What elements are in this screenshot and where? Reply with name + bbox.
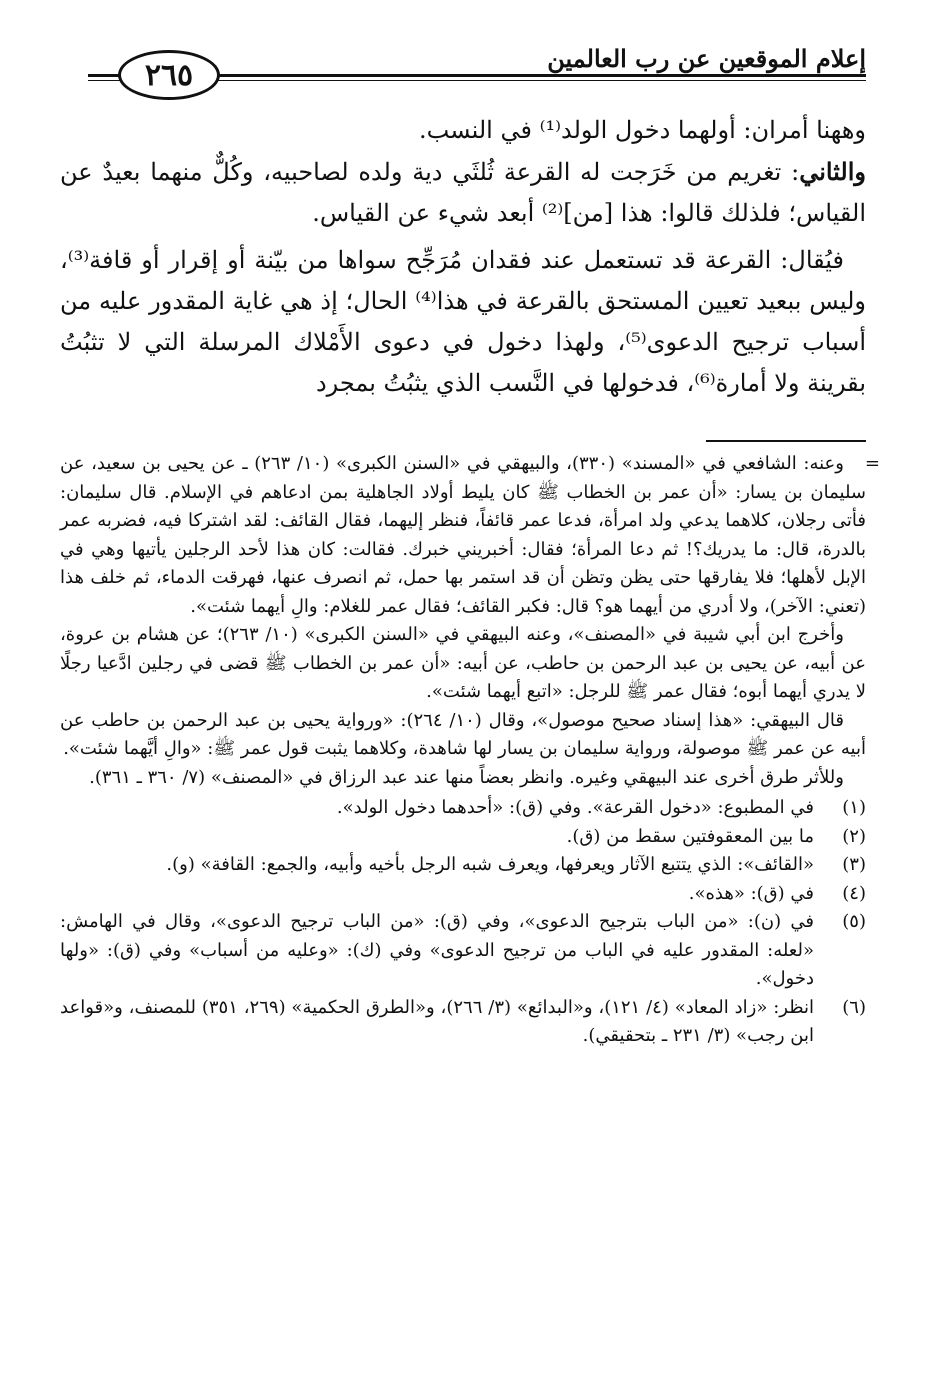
running-title: إعلام الموقعين عن رب العالمين — [539, 44, 866, 73]
footnote-number: (٤) — [842, 882, 866, 904]
footnote-text: في (ن): «من الباب بترجيح الدعوى»، وفي (ق): «من الباب ترجيح الدعوى»، وقال في الهامش: «لعله: المقدور عليه في الباب من ترجيح الدعوى» وفي (ك): «وعليه من أسباب» وفي (ق): «ولها دخول». — [60, 911, 814, 989]
footnote-paragraph-1: وعنه: الشافعي في «المسند» (٣٣٠)، والبيهقي في «السنن الكبرى» (١٠/ ٢٦٣) ـ عن يحيى بن سعيد، عن سليمان بن يسار: «أن عمر بن الخطاب ﷺ كان يليط أولاد الجاهلية بمن ادعاهم في الإسلام. قال سليمان: فأتى رجلان، كلاهما يدعي ولد امرأة، فدعا عمر قائفاً، فنظر إليهما، فقال القائف: لقد اشتركا فيه، فضربه عمر بالدرة، قال: ما يدريك؟! ثم دعا المرأة؛ فقال: أخبريني خبرك. فقالت: كان هذا لأحد الرجلين يأتيها وهي في الإبل لأهلها؛ فلا يفارقها حتى يظن وتظن أن قد استمر بها حمل، ثم انصرف عنها، فهرقت الدماء، ثم خلف هذا (تعني: الآخر)، ولا أدري من أيهما هو؟ قال: فكبر القائف؛ فقال عمر للغلام: والِ أيهما شئت». — [60, 453, 866, 617]
footnote-number: (٢) — [842, 825, 866, 847]
footnote-text: انظر: «زاد المعاد» (٤/ ١٢١)، و«البدائع» (٣/ ٢٦٦)، و«الطرق الحكمية» (٢٦٩، ٣٥١) للمصنف، و«قواعد ابن رجب» (٣/ ٢٣١ ـ بتحقيقي). — [60, 996, 814, 1046]
continuation-mark: = — [864, 453, 880, 474]
footnote-number: (١) — [842, 797, 866, 818]
page-header — [88, 44, 866, 104]
footnote-paragraph-2: وأخرج ابن أبي شيبة في «المصنف»، وعنه البيهقي في «السنن الكبرى» (١٠/ ٢٦٣)؛ عن هشام بن عروة، عن أبيه، عن يحيى بن عبد الرحمن بن حاطب، عن أبيه: «أن عمر بن الخطاب ﷺ قضى في رجلين ادَّعيا رجلًا لا يدري أيهما أبوه؛ فقال عمر ﷺ للرجل: «اتبع أيهما شئت». — [60, 624, 866, 702]
main-paragraph-1: وههنا أمران: أولهما دخول الولد⁽¹⁾ في النسب. — [419, 116, 866, 144]
main-paragraph-3: فيُقال: القرعة قد تستعمل عند فقدان مُرَجِّح سواها من بيّنة أو إقرار أو قافة⁽³⁾، وليس ببعيد تعيين المستحق بالقرعة في هذا⁽⁴⁾ الحال؛ إذ هي غاية المقدور عليه من أسباب ترجيح الدعوى⁽⁵⁾، ولهذا دخول في دعوى الأَمْلاك المرسلة التي لا تثبُتُ بقرينة ولا أمارة⁽⁶⁾، فدخولها في النَّسب الذي يثبُتُ بمجرد — [60, 246, 866, 397]
footnote-text: في المطبوع: «دخول القرعة». وفي (ق): «أحدهما دخول الولد». — [336, 797, 814, 818]
main-paragraph-2 — [60, 151, 866, 234]
footnote-text: «القائف»: الذي يتتبع الآثار ويعرفها، ويعرف شبه الرجل بأخيه وأبيه، والجمع: القافة» (و). — [166, 854, 814, 875]
footnote-number: (٦) — [842, 996, 866, 1018]
footnote-number: (٣) — [842, 854, 866, 875]
footnote-item — [60, 794, 866, 823]
footnote-text: ما بين المعقوفتين سقط من (ق). — [566, 825, 814, 847]
footnote-text: في (ق): «هذه». — [688, 882, 814, 904]
footnote-continuation — [60, 450, 880, 621]
main-body — [60, 110, 866, 404]
footnote-number: (٥) — [842, 911, 866, 932]
footnote-item — [60, 908, 866, 994]
footnote-paragraph-4: وللأثر طرق أخرى عند البيهقي وغيره. وانظر بعضاً منها عند عبد الرزاق في «المصنف» (٧/ ٣٦٠ ـ ٣٦١). — [89, 766, 844, 788]
footnote-separator — [706, 440, 866, 442]
page-number: ٢٦٥ — [118, 50, 220, 100]
footnote-paragraph-3: قال البيهقي: «هذا إسناد صحيح موصول»، وقال (١٠/ ٢٦٤): «ورواية يحيى بن عبد الرحمن بن حاطب عن أبيه عن عمر ﷺ موصولة، ورواية سليمان بن يسار لها شاهدة، وكلاهما يثبت قول عمر ﷺ: «والِ أيَّهما شئت». — [60, 709, 866, 759]
footnote-item — [60, 880, 866, 909]
footnote-list — [60, 794, 866, 1051]
footnote-item — [60, 823, 866, 852]
footnote-item — [60, 851, 866, 880]
main-paragraph-2-text: : تغريم من خَرَجت له القرعة ثُلثَي دية ولده لصاحبيه، وكُلٌّ منهما بعيدٌ عن القياس؛ فلذلك قالوا: هذا [من]⁽²⁾ أبعد شيء عن القياس. — [60, 158, 866, 227]
footnotes-section — [60, 450, 880, 1051]
footnote-item — [60, 994, 866, 1051]
main-paragraph-2-lead: والثاني — [799, 157, 866, 186]
